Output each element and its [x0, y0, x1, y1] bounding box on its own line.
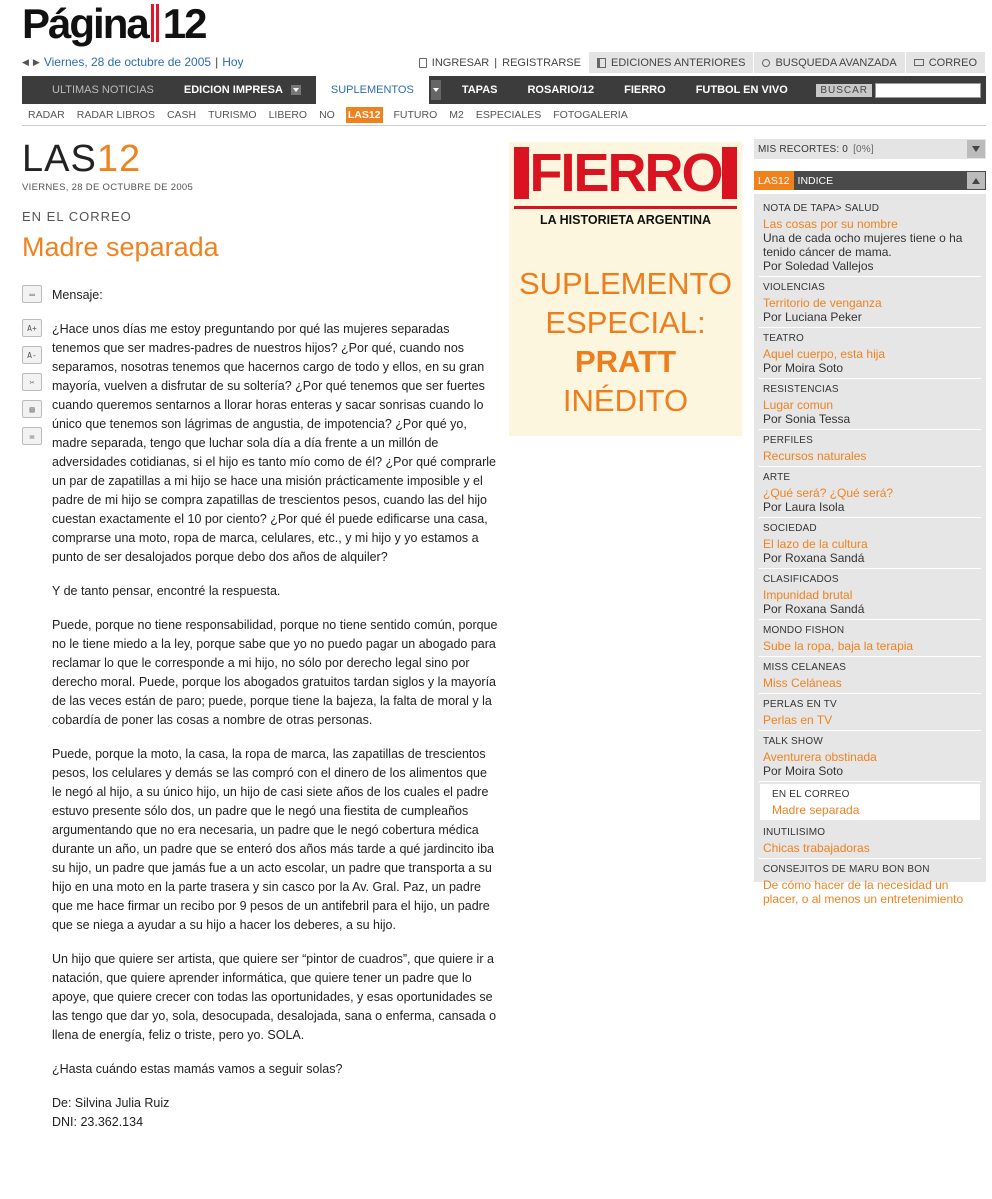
index-entry-category: EN EL CORREO: [772, 789, 850, 800]
index-entry[interactable]: [759, 822, 981, 859]
font-decrease-button[interactable]: A-: [22, 346, 42, 364]
envelope-icon: [914, 59, 924, 66]
article-body: [52, 286, 500, 1132]
index-entry-category: MONDO FISHON: [763, 625, 845, 636]
mail-link[interactable]: [906, 52, 986, 73]
date-separator: |: [215, 55, 219, 69]
subnav-radar-libros[interactable]: RADAR LIBROS: [76, 109, 155, 121]
subnav-especiales[interactable]: ESPECIALES: [475, 109, 542, 121]
article-paragraph: Y de tanto pensar, encontré la respuesta.: [52, 584, 281, 598]
search-button[interactable]: BUSCAR: [816, 84, 872, 97]
index-entry-headline[interactable]: Las cosas por su nombre: [763, 217, 898, 231]
index-entry-author: Por Moira Soto: [763, 764, 844, 778]
index-entry[interactable]: [759, 518, 981, 569]
index-entry-category: SOCIEDAD: [763, 523, 817, 534]
index-list: [754, 194, 986, 906]
article-paragraph: Mensaje:: [52, 288, 103, 302]
logo-text: Página: [22, 0, 148, 47]
dateline: [22, 55, 244, 69]
date-link[interactable]: Viernes, 28 de octubre de 2005: [43, 55, 212, 69]
index-entry-headline[interactable]: Sube la ropa, baja la terapia: [763, 639, 914, 653]
index-entry-headline[interactable]: ¿Qué será? ¿Qué será?: [763, 486, 894, 500]
search-input[interactable]: [875, 83, 981, 98]
index-entry-headline[interactable]: Perlas en TV: [763, 713, 833, 727]
chevron-up-icon[interactable]: [967, 172, 985, 189]
login-group: [411, 52, 589, 73]
nav-search: [816, 83, 986, 98]
index-entry-author: Por Soledad Vallejos: [763, 259, 874, 273]
index-entry-author: Por Roxana Sandá: [763, 551, 865, 565]
ad-line-2: ESPECIAL:: [545, 305, 706, 340]
fierro-ad-banner[interactable]: [509, 142, 742, 436]
index-entry-headline[interactable]: Impunidad brutal: [763, 588, 853, 602]
index-entry-category: ARTE: [763, 472, 791, 483]
today-link[interactable]: Hoy: [222, 55, 244, 69]
nav-label: ROSARIO/12: [527, 84, 595, 96]
index-entry-category: INUTILISIMO: [763, 827, 826, 838]
index-entry-description: Una de cada ocho mujeres tiene o ha tenido cáncer de mama.: [763, 231, 963, 259]
next-arrow-icon[interactable]: ▶: [32, 56, 40, 67]
archive-label: EDICIONES ANTERIORES: [610, 56, 746, 69]
index-entry-author: Por Luciana Peker: [763, 310, 862, 324]
ad-line-4: INÉDITO: [562, 383, 689, 418]
index-entry[interactable]: [759, 198, 981, 277]
index-entry-headline[interactable]: Chicas trabajadoras: [763, 841, 870, 855]
index-entry-headline[interactable]: Madre separada: [772, 803, 860, 817]
ad-brand-text: FIERRO: [529, 143, 722, 203]
index-entry-category: CONSEJITOS DE MARU BON BON: [763, 864, 930, 875]
supplement-logo-number: 12: [96, 138, 142, 180]
index-entry-author: Por Laura Isola: [763, 500, 845, 514]
article-paragraph: Puede, porque la moto, la casa, la ropa de marca, las zapatillas de trescientos pesos, los celulares y demás se las compró con el dinero de los alimentos que le negó al hijo, a su único hijo, un hijo de casi siete años de los cuales el padre estuvo presente sólo dos, un padre que le negó una fiestita de cumpleaños argumentando que no era necesaria, un padre que le negó cobertura médica durante un año, un padre que se enteró dos años más tarde a qué jardincito iba su hijo, un padre que jamás fue a un acto escolar, un padre que transporta a su hijo en una moto en la parte trasera y sin casco por la Av. Gral. Paz, un padre que me hace firmar un recibo por 9 pesos de un antifebril para el hijo, un padre que se niega a ayudar a su hijo a hacer los deberes, a su hijo.: [52, 747, 494, 932]
section-label: EN EL CORREO: [22, 209, 132, 224]
publication-date: VIERNES, 28 DE OCTUBRE DE 2005: [22, 182, 194, 193]
supplements-nav: [22, 105, 986, 126]
clippings-label: MIS RECORTES: 0: [758, 143, 849, 155]
mail-label: CORREO: [928, 56, 977, 69]
index-entry[interactable]: [760, 784, 980, 820]
nav-suplementos[interactable]: [316, 76, 429, 104]
subnav-fotogaleria[interactable]: FOTOGALERIA: [553, 109, 628, 121]
ad-line-1: SUPLEMENTO: [518, 266, 733, 301]
ad-brand: [514, 142, 737, 204]
index-entry-author: Por Sonia Tessa: [763, 412, 851, 426]
subnav-turismo[interactable]: TURISMO: [208, 109, 257, 121]
subnav-cash[interactable]: CASH: [166, 109, 197, 121]
nav-edicion-impresa[interactable]: [169, 76, 316, 104]
article-paragraph: Puede, porque no tiene responsabilidad, porque no tiene sentido común, porque no le tiene miedo a la ley, porque sabe que yo no puedo pagar un abogado para reclamar lo que le corresponde a mi hijo, no sólo por derecho legal sino por derecho moral. Puede, porque los abogados gratuitos tardan siglos y la mayoría de las veces están de paro; puede, porque tiene la bajeza, la falta de moral y la cobardía de poner las cosas a nombre de otras personas.: [52, 618, 498, 727]
clippings-bar[interactable]: [754, 139, 986, 159]
nav-ultimas-noticias[interactable]: [22, 76, 169, 104]
index-entry[interactable]: [759, 430, 981, 467]
nav-rosario12[interactable]: [512, 76, 609, 104]
login-link[interactable]: INGRESAR: [431, 56, 490, 69]
index-title: INDICE: [797, 174, 834, 187]
index-entry-category: RESISTENCIAS: [763, 384, 839, 395]
index-entry-category: PERLAS EN TV: [763, 699, 837, 710]
index-entry-category: TALK SHOW: [763, 736, 823, 747]
logo-number: 12: [162, 0, 206, 47]
article-paragraph: ¿Hasta cuándo estas mamás vamos a seguir solas?: [52, 1062, 343, 1076]
article-dni: DNI: 23.362.134: [52, 1115, 144, 1129]
print-icon[interactable]: ▤: [22, 400, 42, 418]
advanced-search-link[interactable]: [754, 52, 905, 73]
phone-icon: [419, 58, 427, 68]
clip-scissors-icon[interactable]: ✂: [22, 373, 42, 391]
nav-label: FUTBOL EN VIVO: [695, 84, 788, 96]
index-entry[interactable]: [759, 328, 981, 379]
index-entry-headline[interactable]: Territorio de venganza: [763, 296, 882, 310]
index-entry-headline[interactable]: De cómo hacer de la necesidad un placer, o al menos un entretenimiento: [763, 878, 964, 906]
index-entry-headline[interactable]: Recursos naturales: [763, 449, 867, 463]
popup-window-icon[interactable]: ▭: [22, 285, 42, 303]
index-entry-headline[interactable]: Aventurera obstinada: [763, 750, 877, 764]
index-entry-headline[interactable]: Lugar comun: [763, 398, 834, 412]
nav-label: FIERRO: [624, 84, 666, 96]
logo-bars-icon: [151, 4, 160, 42]
subnav-libero[interactable]: LIBERO: [268, 109, 308, 121]
index-entry-author: Por Roxana Sandá: [763, 602, 865, 616]
main-nav: [22, 76, 986, 104]
supplement-logo-text: LAS: [22, 138, 97, 180]
index-entry-category: NOTA DE TAPA> SALUD: [763, 203, 880, 214]
archive-link[interactable]: [589, 52, 754, 73]
nav-futbol-en-vivo[interactable]: [681, 76, 803, 104]
article-signature: De: Silvina Julia Ruiz: [52, 1096, 170, 1110]
index-tag: LAS12: [754, 171, 794, 190]
email-icon[interactable]: ✉: [22, 427, 42, 445]
nav-label: SUPLEMENTOS: [330, 84, 414, 96]
subnav-las12[interactable]: LAS12: [347, 109, 381, 121]
index-header: [754, 171, 986, 190]
article-paragraph: ¿Hace unos días me estoy preguntando por qué las mujeres separadas tenemos que ser madres-padres de nuestros hijos? ¿Por qué, cuando nos separamos, nosotras tenemos que hacernos cargo de todo y ellos, en su gran mayoría, vuelven a disfrutar de su soltería? ¿Por qué tenemos que ser fuertes cuando queremos sentarnos a llorar horas enteras y sacar sonrisas cuando lo único que tenemos son lágrimas de angustia, de impotencia? ¿Por qué yo, madre separada, tengo que luchar sola día a día frente a un millón de adversidades cotidianas, si el hijo es tanto mío como de él? ¿Por qué comprarle un par de zapatillas a mi hijo se hace una misión prácticamente imposible y el padre de mi hijo se compra zapatillas de trescientos pesos, cuando las del hijo cuestan exactamente el 10 por ciento? ¿Por qué él puede edificarse una casa, comprarse una moto, ropa de marca, celulares, etc., y mi hijo y yo estamos a punto de ser desalojados porque debo dos años de alquiler?: [52, 322, 496, 564]
ad-divider: [514, 206, 737, 209]
index-entry[interactable]: [759, 467, 981, 518]
chevron-down-icon[interactable]: [291, 85, 301, 95]
subnav-m2[interactable]: M2: [449, 109, 464, 121]
search-icon: [762, 59, 770, 67]
article-paragraph: Un hijo que quiere ser artista, que quiere ser “pintor de cuadros”, que quiere ir a natación, que quiere aprender informática, que quiere tener un padre que lo apoye, que quiere crecer con todas las oportunidades, y esas oportunidades se las tengo que dar yo, sola, desocupada, desalojada, sana o enferma, cansada o llena de energía, feliz o triste, pero yo. SOLA.: [52, 952, 497, 1042]
nav-tapas[interactable]: [447, 76, 513, 104]
index-entry-category: VIOLENCIAS: [763, 282, 826, 293]
advanced-search-label: BUSQUEDA AVANZADA: [775, 56, 897, 69]
book-icon: [597, 58, 606, 68]
article-tools: [22, 285, 42, 454]
subnav-futuro[interactable]: FUTURO: [393, 109, 438, 121]
login-separator: |: [494, 56, 498, 69]
index-entry-category: CLASIFICADOS: [763, 574, 839, 585]
index-entry[interactable]: [759, 731, 981, 782]
index-entry[interactable]: [759, 379, 981, 430]
nav-label: EDICION IMPRESA: [183, 84, 283, 96]
index-entry[interactable]: [759, 620, 981, 657]
index-entry-category: MISS CELANEAS: [763, 662, 847, 673]
nav-label: TAPAS: [461, 84, 498, 96]
index-entry[interactable]: [759, 657, 981, 694]
nav-fierro[interactable]: [609, 76, 681, 104]
subnav-radar[interactable]: RADAR: [28, 109, 65, 121]
ad-tagline: LA HISTORIETA ARGENTINA: [539, 213, 712, 227]
index-entry[interactable]: [759, 694, 981, 731]
supplement-logo[interactable]: [22, 138, 141, 181]
index-entry-author: Por Moira Soto: [763, 361, 844, 375]
index-entry-headline[interactable]: Miss Celáneas: [763, 676, 842, 690]
index-entry-category: PERFILES: [763, 435, 813, 446]
subnav-no[interactable]: NO: [319, 109, 335, 121]
index-entry[interactable]: [759, 859, 981, 910]
ad-line-3: PRATT: [574, 344, 677, 379]
prev-arrow-icon[interactable]: ◀: [22, 56, 29, 67]
index-entry-category: TEATRO: [763, 333, 805, 344]
register-link[interactable]: REGISTRARSE: [502, 56, 581, 69]
chevron-down-icon[interactable]: [967, 140, 985, 158]
nav-label: ULTIMAS NOTICIAS: [52, 84, 154, 96]
font-increase-button[interactable]: A+: [22, 319, 42, 337]
site-logo[interactable]: [22, 2, 205, 48]
article-title: Madre separada: [22, 232, 219, 262]
index-entry-headline[interactable]: Aquel cuerpo, esta hija: [763, 347, 886, 361]
top-links: [411, 52, 986, 73]
index-entry-headline[interactable]: El lazo de la cultura: [763, 537, 868, 551]
index-entry[interactable]: [759, 569, 981, 620]
chevron-down-icon[interactable]: [431, 80, 441, 100]
clippings-percent: [0%]: [853, 143, 874, 155]
index-entry[interactable]: [759, 277, 981, 328]
